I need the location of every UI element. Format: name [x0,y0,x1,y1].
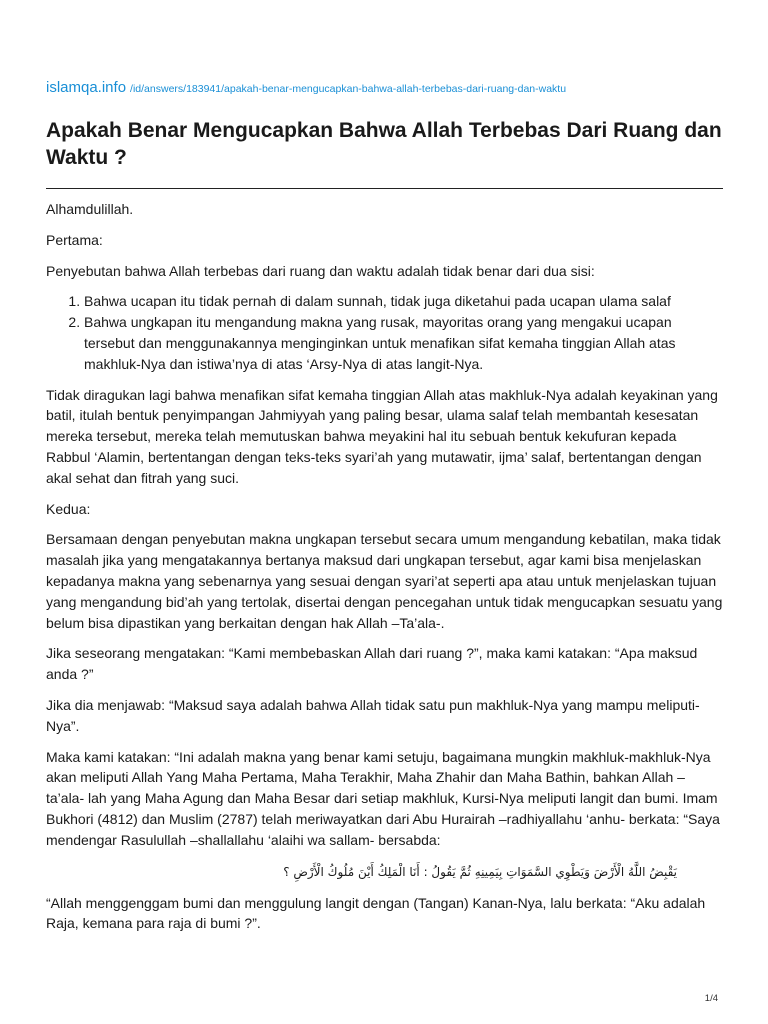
paragraph-explanation: Bersamaan dengan penyebutan makna ungkapan tersebut secara umum mengandung kebatilan, maka tidak masalah jika yang mengatakannya bertanya maksud dari ungkapan tersebut, agar kami bisa menjelaskan kepadanya makna yang sebenarnya yang sesuai dengan syari’at seperti apa atau untuk menjelaskan tujuan yang mengandung bid’ah yang tertolak, disertai dengan pencegahan untuk tidak mengucapkan sesuatu yang belum bisa dipastikan yang berkaitan dengan hak Allah –Ta’ala-. [46,531,723,631]
paragraph-heading-second: Kedua: [46,500,91,517]
page-number: 1/4 [704,993,718,1004]
document-page [46,80,723,944]
source-url [46,80,723,97]
source-domain-link[interactable]: islamqa.info [46,79,127,96]
paragraph-question: Jika seseorang mengatakan: “Kami membebaskan Allah dari ruang ?”, maka kami katakan: “Apa maksud anda ?” [46,645,698,683]
source-path-link[interactable]: /id/answers/183941/apakah-benar-mengucapkan-bahwa-allah-terbebas-dari-ruang-dan-waktu [130,83,567,95]
paragraph-jahmiyyah: Tidak diragukan lagi bahwa menafikan sifat kemaha tinggian Allah atas makhluk-Nya adalah keyakinan yang batil, itulah bentuk penyimpangan Jahmiyyah yang paling besar, ulama salaf telah membantah kesesatan mereka tersebut, mereka telah memutuskan bahwa meyakini hal itu sebuah bentuk kekufuran kepada Rabbul ‘Alamin, bertentangan dengan teks-teks syari’ah yang mutawatir, ijma’ salaf, bertentangan dengan akal sehat dan fitrah yang suci. [46,386,718,486]
list-item: 2. Bahwa ungkapan itu mengandung makna yang rusak, mayoritas orang yang mengakui ucapan tersebut dan menggunakannya menginginkan untuk menafikan sifat kemaha tinggian Allah atas makhluk-Nya dan istiwa’nya di atas ‘Arsy-Nya di atas langit-Nya. [84,312,723,374]
paragraph-opening: Alhamdulillah. [46,201,134,217]
paragraph-intro: Penyebutan bahwa Allah terbebas dari ruang dan waktu adalah tidak benar dari dua sisi: [46,262,595,279]
paragraph-heading-first: Pertama: [46,231,103,248]
article-title: Apakah Benar Mengucapkan Bahwa Allah Terbebas Dari Ruang dan Waktu ? [46,117,723,189]
paragraph-response: Maka kami katakan: “Ini adalah makna yang benar kami setuju, bagaimana mungkin makhluk-makhluk-Nya akan meliputi Allah Yang Maha Pertama, Maha Terakhir, Maha Zhahir dan Maha Bathin, bahkan Allah –ta’ala- lah yang Maha Agung dan Maha Besar dari setiap makhluk, Kursi-Nya meliputi langit dan bumi. Imam Bukhori (4812) dan Muslim (2787) telah meriwayatkan dari Abu Hurairah –radhiyallahu ‘anhu- berkata: “Saya mendengar Rasulullah –shallallahu ‘alaihi wa sallam- bersabda: [46,748,720,848]
paragraph-answer: Jika dia menjawab: “Maksud saya adalah bahwa Allah tidak satu pun makhluk-Nya yang mampu meliputi-Nya”. [46,696,700,734]
article-body [46,199,723,934]
paragraph-translation: “Allah menggenggam bumi dan menggulung langit dengan (Tangan) Kanan-Nya, lalu berkata: “Aku adalah Raja, kemana para raja di bumi ?”. [46,894,706,932]
arabic-hadith-quote: يَقْبِضُ اللَّهُ الْأَرْضَ وَيَطْوِي السَّمَوَاتِ بِيَمِينِهِ ثُمَّ يَقُولُ : أَنَا الْمَلِكُ أَيْنَ مُلُوكُ الْأَرْضِ ؟ [283,864,677,879]
list-item: 1. Bahwa ucapan itu tidak pernah di dalam sunnah, tidak juga diketahui pada ucapan ulama salaf [84,291,723,312]
reasons-list [46,291,723,374]
